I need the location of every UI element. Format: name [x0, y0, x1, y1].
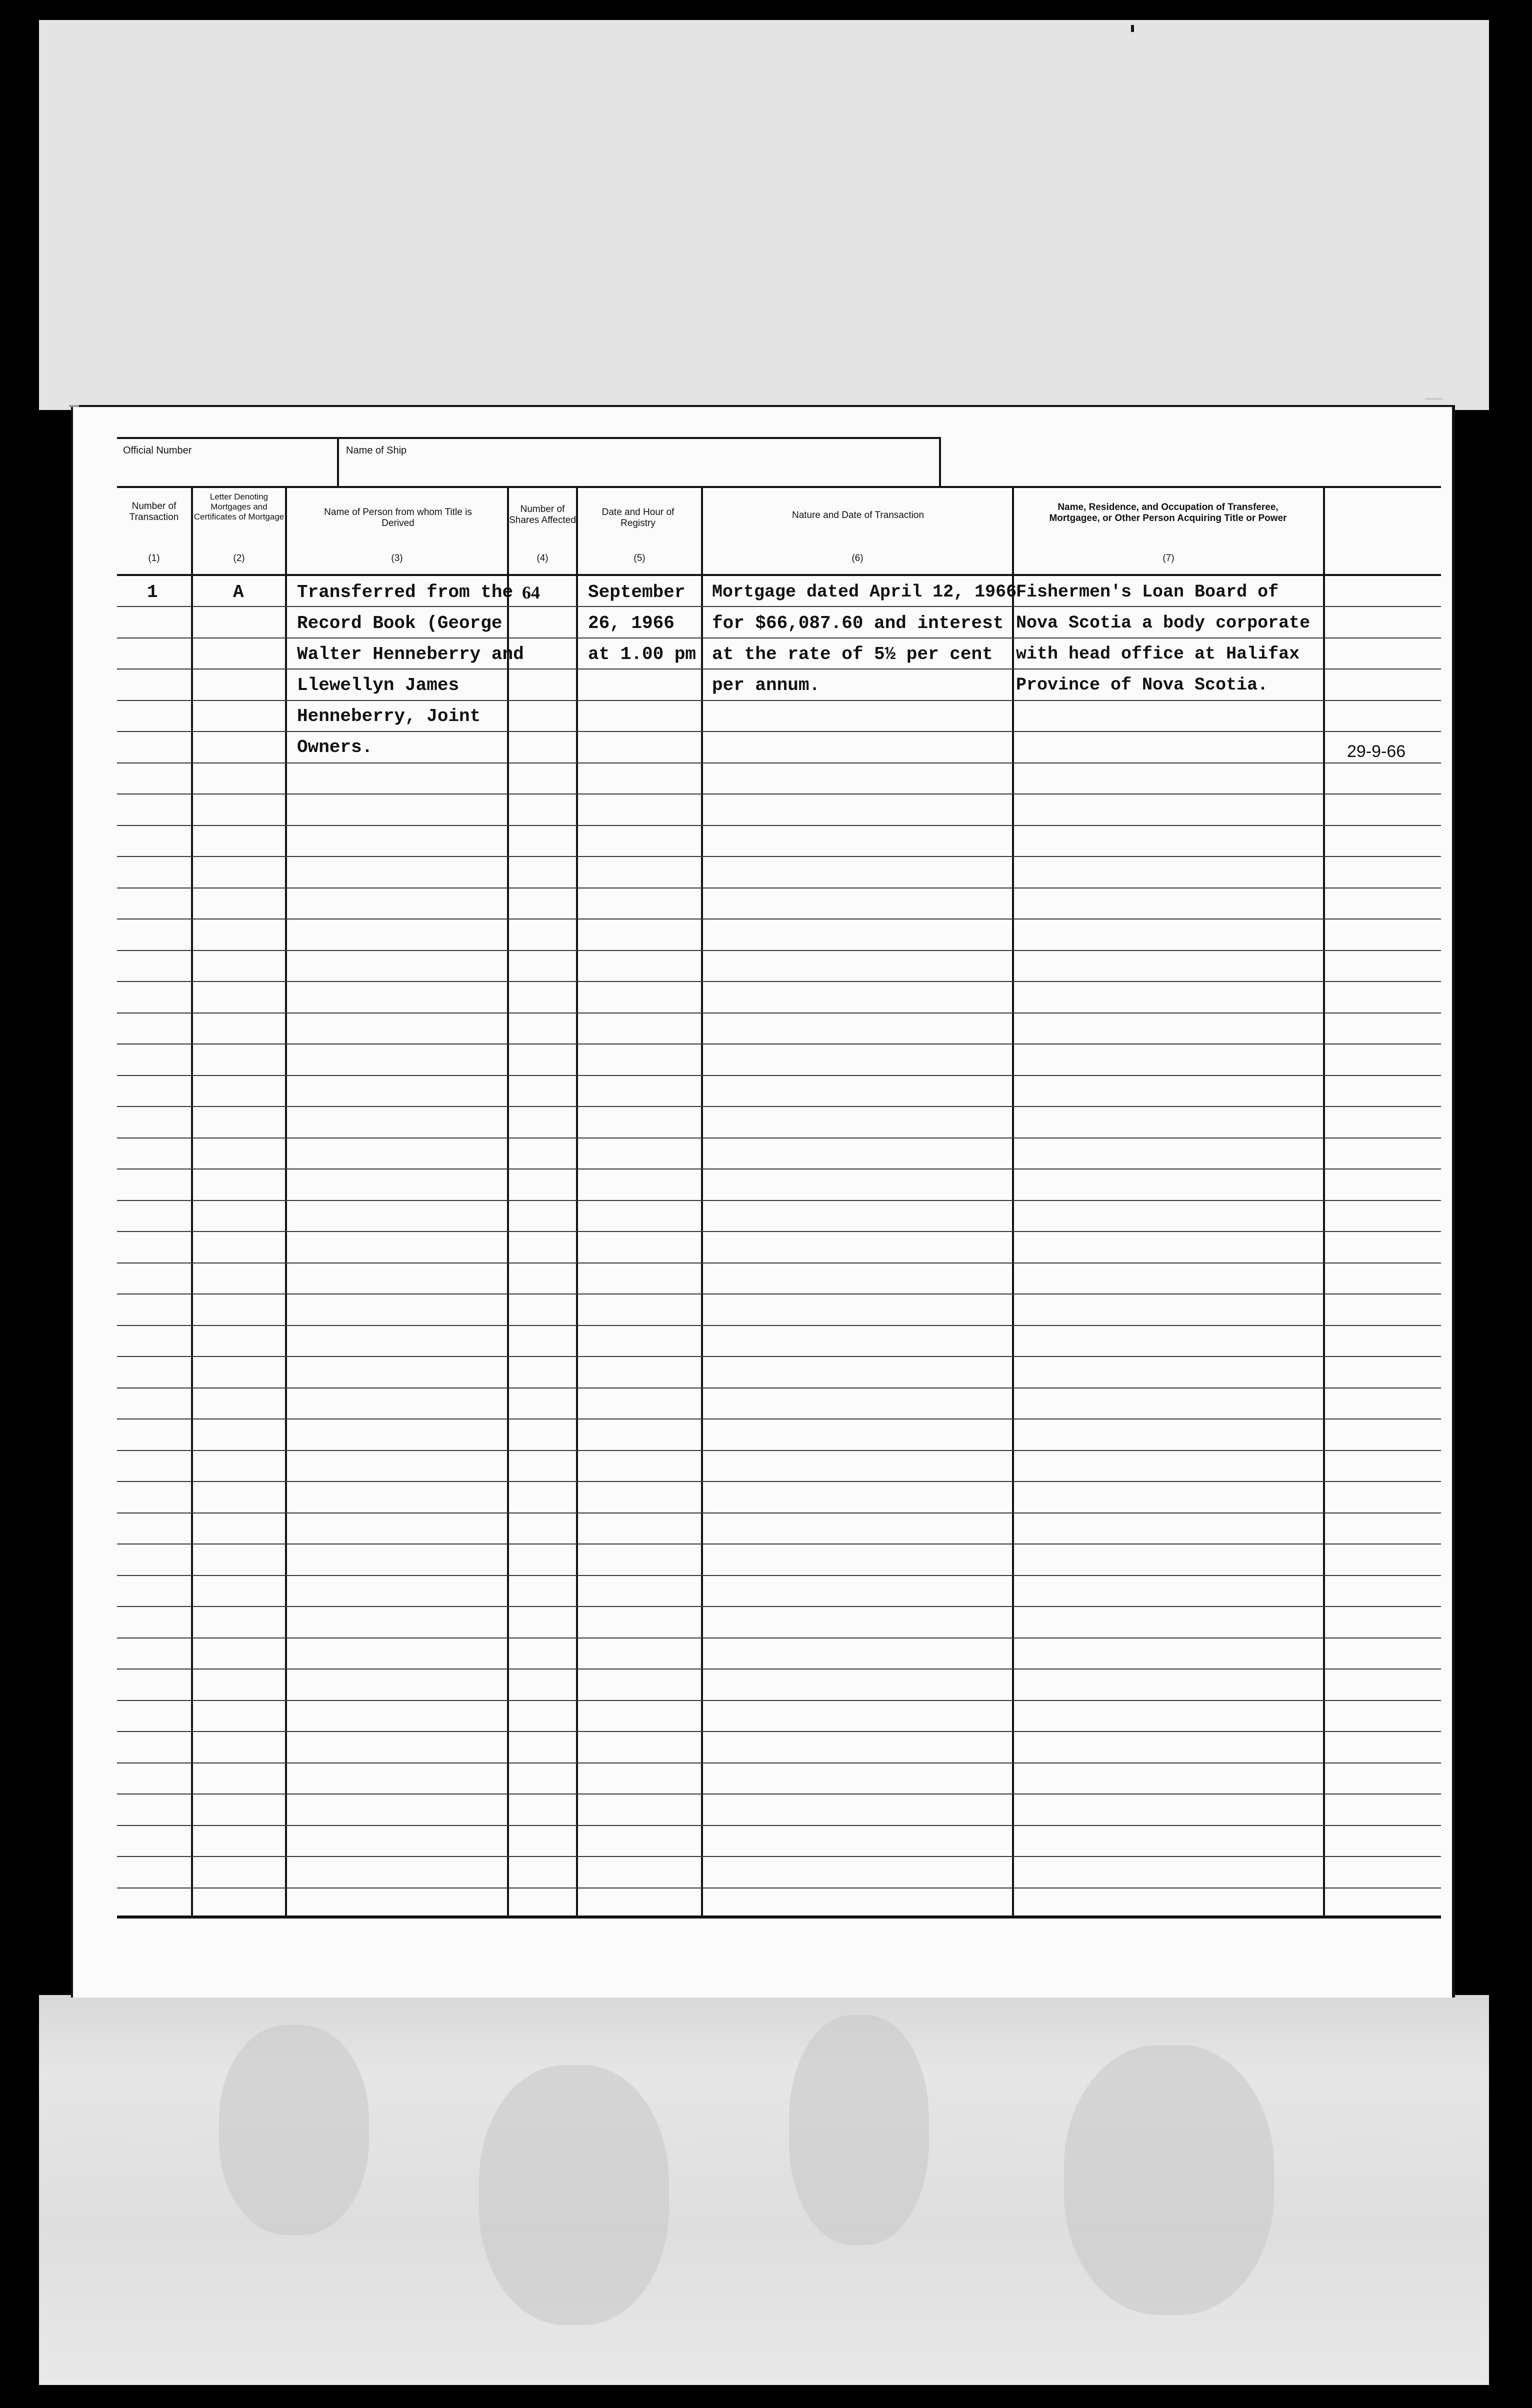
column-divider	[191, 487, 193, 1917]
header-rule	[117, 574, 1441, 576]
ruled-line	[117, 1825, 1441, 1826]
official-number-label: Official Number	[123, 445, 192, 456]
ruled-line	[117, 1481, 1441, 1482]
column-heading-3: Name of Person from whom Title is Derived	[324, 507, 472, 528]
corner-mark	[1425, 398, 1443, 400]
column-divider	[1323, 487, 1325, 1917]
column-divider	[285, 487, 287, 1917]
column-heading-7: Name, Residence, and Occupation of Transferee, Mortgagee, or Other Person Acquiring Title or Power	[1049, 502, 1287, 524]
ruled-line	[117, 825, 1441, 826]
ruled-line	[117, 762, 1441, 764]
nature-line: for $66,087.60 and interest	[712, 613, 1004, 634]
margin-date: 29-9-66	[1347, 742, 1406, 761]
lower-sheet-blotch	[789, 2015, 929, 2245]
column-heading-2: Letter Denoting Mortgages and Certificates of Mortgage	[194, 492, 284, 522]
title-from-line: Llewellyn James	[297, 675, 460, 696]
ruled-line	[117, 606, 1441, 607]
table-top-rule	[117, 486, 1441, 488]
ruled-line	[117, 856, 1441, 857]
ruled-line	[117, 1418, 1441, 1420]
ruled-line	[117, 1731, 1441, 1732]
title-from-line: Record Book (George	[297, 613, 502, 634]
ruled-line	[117, 1575, 1441, 1576]
nature-line: at the rate of 5½ per cent	[712, 644, 993, 664]
acquirer-line: Province of Nova Scotia.	[1016, 675, 1268, 695]
column-number-6: (6)	[852, 553, 864, 564]
nature-line: per annum.	[712, 675, 820, 696]
ruled-line	[117, 1512, 1441, 1514]
ruled-line	[117, 1325, 1441, 1326]
title-from-line: Owners.	[297, 737, 373, 758]
acquirer-line: Fishermen's Loan Board of	[1016, 582, 1279, 602]
lower-sheet-blotch	[1064, 2045, 1274, 2315]
title-from-line: Walter Henneberry and	[297, 644, 524, 664]
ruled-line	[117, 1262, 1441, 1264]
ruled-line	[117, 1012, 1441, 1014]
column-heading-4: Number of Shares Affected	[509, 504, 576, 526]
shares-affected: 64	[522, 582, 540, 602]
ruled-line	[117, 1168, 1441, 1170]
acquirer-line: Nova Scotia a body corporate	[1016, 613, 1310, 633]
acquirer-line: with head office at Halifax	[1016, 644, 1300, 664]
ruled-line	[117, 981, 1441, 982]
column-number-7: (7)	[1162, 553, 1174, 564]
column-divider	[701, 487, 703, 1917]
upper-background-sheet	[39, 20, 1489, 410]
ruled-line	[117, 700, 1441, 701]
ruled-line	[117, 1668, 1441, 1670]
name-of-ship-label: Name of Ship	[346, 445, 407, 456]
registry-line: at 1.00 pm	[588, 644, 696, 664]
ruled-line	[117, 1106, 1441, 1107]
table-bottom-rule	[117, 1916, 1441, 1918]
column-heading-1: Number of Transaction	[129, 501, 179, 522]
column-heading-6: Nature and Date of Transaction	[792, 510, 924, 520]
ruled-line	[117, 1450, 1441, 1451]
ruled-line	[117, 1075, 1441, 1076]
header-box	[117, 437, 941, 486]
ruled-line	[117, 1700, 1441, 1701]
column-number-5: (5)	[634, 553, 646, 564]
column-heading-5: Date and Hour of Registry	[602, 507, 674, 528]
registry-line: 26, 1966	[588, 613, 674, 634]
title-from-line: Henneberry, Joint	[297, 706, 481, 726]
title-from-line: Transferred from the	[297, 582, 514, 602]
column-divider	[576, 487, 578, 1917]
registry-line: September	[588, 582, 686, 602]
lower-background-sheet	[39, 1995, 1489, 2385]
ruled-line	[117, 1356, 1441, 1357]
nature-line: Mortgage dated April 12, 1966	[712, 582, 1017, 602]
page-mark	[1131, 25, 1134, 32]
column-number-3: (3)	[391, 553, 403, 564]
ruled-line	[117, 731, 1441, 732]
ruled-line	[117, 668, 1441, 670]
ruled-line	[117, 1231, 1441, 1232]
ruled-line	[117, 918, 1441, 920]
ruled-line	[117, 1856, 1441, 1857]
ruled-line	[117, 1200, 1441, 1201]
ruled-line	[117, 1762, 1441, 1764]
column-divider	[1012, 487, 1014, 1917]
lower-sheet-blotch	[219, 2025, 369, 2235]
ship-register-form	[71, 405, 1455, 1998]
mortgage-letter: A	[233, 582, 244, 602]
column-number-1: (1)	[148, 553, 160, 564]
column-divider	[507, 487, 509, 1917]
ruled-line	[117, 1606, 1441, 1607]
corner-mark	[69, 405, 79, 407]
column-number-4: (4)	[536, 553, 548, 564]
transaction-number: 1	[147, 582, 158, 602]
column-number-2: (2)	[233, 553, 245, 564]
ruled-line	[117, 950, 1441, 951]
header-divider	[337, 439, 339, 486]
lower-sheet-blotch	[479, 2065, 669, 2325]
